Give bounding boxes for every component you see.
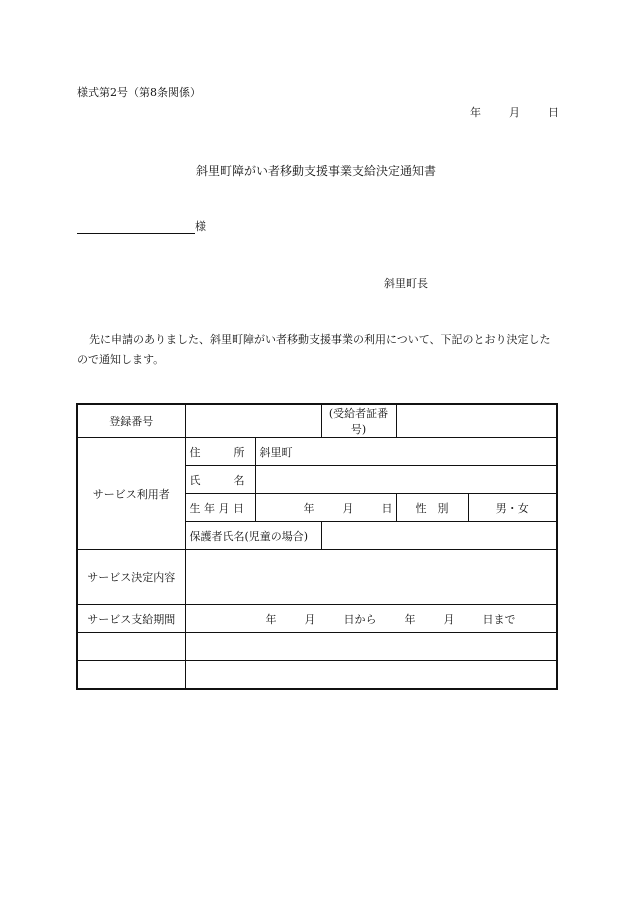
issue-date (470, 104, 559, 120)
gender-field[interactable]: 男・女 (468, 494, 557, 522)
supply-period-label: サービス支給期間 (77, 605, 185, 633)
period-start-year: 年 (265, 612, 277, 626)
registration-number-field[interactable] (185, 404, 321, 438)
addressee-honorific: 様 (195, 220, 206, 233)
document-title: 斜里町障がい者移動支援事業支給決定通知書 (196, 164, 437, 178)
table-row (77, 605, 557, 633)
decision-content-label: サービス決定内容 (77, 550, 185, 605)
birth-year: 年 (303, 501, 315, 515)
address-field[interactable]: 斜里町 (255, 438, 557, 466)
period-end-year: 年 (404, 612, 416, 626)
name-field[interactable] (255, 466, 557, 494)
decision-content-field[interactable] (185, 550, 557, 605)
address-label: 住 所 (185, 438, 255, 466)
blank-label-1 (77, 633, 185, 661)
table-row (77, 550, 557, 605)
table-row (77, 633, 557, 661)
registration-number-label: 登録番号 (77, 404, 185, 438)
birthdate-field[interactable] (255, 494, 396, 522)
name-label: 氏 名 (185, 466, 255, 494)
guardian-field[interactable] (321, 522, 557, 550)
gender-label: 性 別 (396, 494, 468, 522)
birth-day: 日 (381, 501, 393, 515)
blank-field-1[interactable] (185, 633, 557, 661)
table-row (77, 661, 557, 689)
service-user-label: サービス利用者 (77, 438, 185, 550)
blank-label-2 (77, 661, 185, 689)
birthdate-label: 生 年 月 日 (185, 494, 255, 522)
supply-period-field[interactable] (185, 605, 557, 633)
birth-month: 月 (342, 501, 354, 515)
table-row (77, 438, 557, 466)
guardian-label: 保護者氏名(児童の場合) (185, 522, 321, 550)
form-number: 様式第2号（第8条関係） (77, 86, 201, 99)
body-text: 先に申請のありました、斜里町障がい者移動支援事業の利用について、下記のとおり決定したので通知します。 (77, 333, 551, 366)
date-day: 日 (548, 106, 559, 119)
addressee-line (77, 218, 206, 234)
table-row (77, 404, 557, 438)
recipient-cert-label: (受給者証番号) (321, 404, 396, 438)
addressee-name-blank[interactable] (77, 221, 195, 234)
decision-table (76, 403, 558, 690)
blank-field-2[interactable] (185, 661, 557, 689)
date-month: 月 (509, 106, 520, 119)
issuer: 斜里町長 (384, 277, 428, 290)
period-end-month: 月 (443, 612, 455, 626)
period-start-day: 日から (343, 612, 377, 626)
date-year: 年 (470, 106, 481, 119)
period-end-day: 日まで (482, 612, 516, 626)
period-start-month: 月 (304, 612, 316, 626)
recipient-cert-field[interactable] (396, 404, 557, 438)
